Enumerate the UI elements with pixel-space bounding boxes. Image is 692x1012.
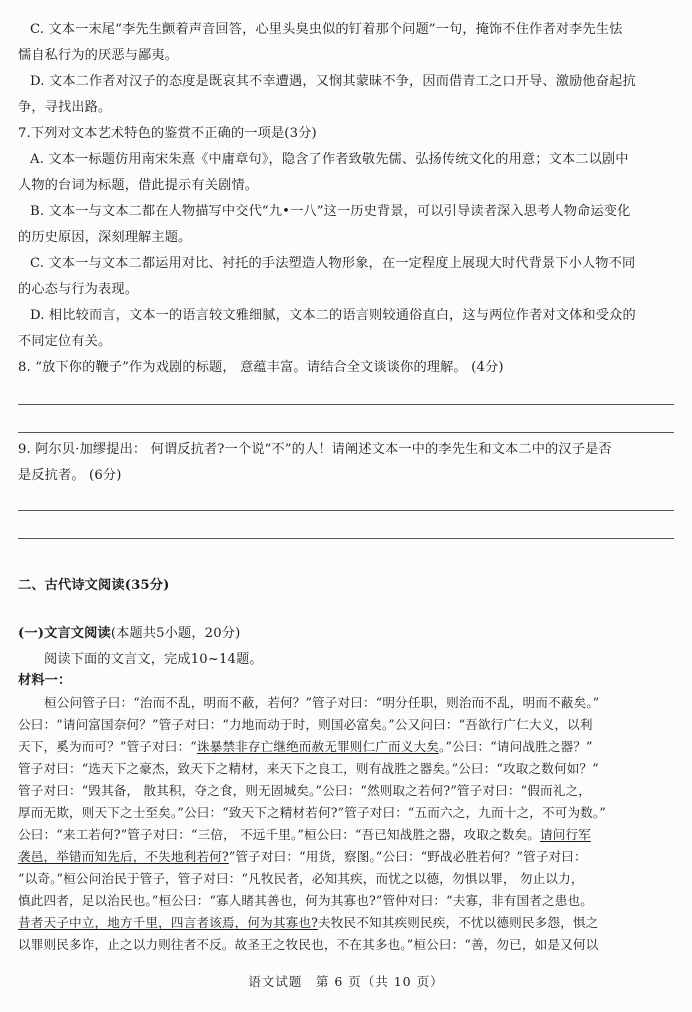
underlined-sentence: 请问行军 <box>539 827 591 842</box>
q9-answer-line-1 <box>18 510 674 511</box>
q7-option-c-line2: 的心态与行为表现。 <box>18 282 139 297</box>
passage-line <box>18 826 674 844</box>
q7-option-c-line1: C. 文本一与文本二都运用对比、衬托的手法塑造人物形象，在一定程度上展现大时代背景下小人物不同 <box>30 256 636 271</box>
passage-text: 。”公曰：“请问战胜之器？” <box>439 739 593 754</box>
passage-text: 管子对曰：“毁其备， 散其积，夺之食，则无固城矣。”公曰：“然则取之若何?”管子对曰：“假而礼之， <box>18 783 591 798</box>
passage-line <box>44 694 674 712</box>
passage-text: “以奇。”桓公问治民于管子，管子对曰：“凡牧民者，必知其疾，而忧之以德，勿惧以罪， 勿止以力， <box>18 871 584 886</box>
subsection-title <box>18 625 674 643</box>
passage-text: 公曰：“请问富国奈何？”管子对曰：“力地而动于时，则国必富矣。”公又问曰：“吾欲行广仁大义，以利 <box>18 717 593 732</box>
passage-text: 天下，奚为而可？”管子对曰：“ <box>18 739 197 754</box>
q8-answer-line-1 <box>18 404 674 405</box>
q6-option-d-line2: 争，寻找出路。 <box>18 100 112 115</box>
q7-option-d-line1: D. 相比较而言，文本一的语言较文雅细腻，文本二的语言则较通俗直白，这与两位作者对文体和受众的 <box>30 308 636 323</box>
passage-line <box>18 716 674 734</box>
q9-stem-line1: 9. 阿尔贝·加缪提出： 何谓反抗者?一个说“不”的人！请阐述文本一中的李先生和文本二中的汉子是否 <box>18 442 612 457</box>
passage-text: 厚而无欺，则天下之士至矣。”公曰：“致天下之精材若何?”管子对曰：“五而六之，九而十之，不可为数。” <box>18 805 606 820</box>
q8-answer-line-2 <box>18 432 674 433</box>
q7-option-d-line2: 不同定位有关。 <box>18 334 112 349</box>
passage-line <box>18 848 674 866</box>
passage-line <box>18 782 674 800</box>
reading-instruction: 阅读下面的文言文，完成10~14题。 <box>44 652 263 667</box>
q6-option-c-line2: 懦自私行为的厌恶与鄙夷。 <box>18 48 179 63</box>
q7-stem: 7.下列对文本艺术特色的鉴赏不正确的一项是(3分) <box>18 126 317 141</box>
subsection-note: (本题共5小题，20分) <box>110 626 241 641</box>
passage-text: 以罪则民多诈，止之以力则往者不反。故圣王之牧民也，不在其多也。”桓公曰：“善，勿已，如是又何以 <box>18 937 599 952</box>
material-label: 材料一： <box>18 673 72 688</box>
q7-option-a-line2: 人物的台词为标题，借此提示有关剧情。 <box>18 178 259 193</box>
passage-line <box>18 738 674 756</box>
underlined-sentence: 袭邑，举错而知先后，不失地利若何? <box>18 849 229 864</box>
passage-text: ”管子对曰：“用货，察图。”公曰：“野战必胜若何？”管子对曰： <box>228 849 587 864</box>
page-footer: 语文试题 第 6 页（共 10 页） <box>248 974 444 989</box>
q6-option-c-line1: C. 文本一末尾“李先生颤着声音回答，心里头臭虫似的钉着那个问题”一句，掩饰不住作者对李先生怯 <box>30 22 623 37</box>
subsection-heading: (一)文言文阅读 <box>18 626 111 641</box>
q7-option-a-line1: A. 文本一标题仿用南宋朱熹《中庸章句》，隐含了作者致敬先儒、弘扬传统文化的用意；文本二以剧中 <box>30 152 629 167</box>
passage-line <box>18 914 674 932</box>
passage-text: 桓公问管子曰：“治而不乱，明而不蔽，若何？”管子对曰：“明分任职，则治而不乱，明而不蔽矣。” <box>44 695 600 710</box>
passage-line <box>18 804 674 822</box>
q7-option-b-line2: 的历史原因，深刻理解主题。 <box>18 230 192 245</box>
passage-line <box>18 870 674 888</box>
passage-text: 公曰：“来工若何?”管子对曰：“三倍， 不远千里。”桓公曰：“吾已知战胜之器，攻取之数矣。 <box>18 827 540 842</box>
section-title: 二、古代诗文阅读(35分) <box>18 578 170 593</box>
passage-text: 夫牧民不知其疾则民疾，不忧以德则民多怨，惧之 <box>318 915 599 930</box>
underlined-sentence: 诛暴禁非存亡继绝而赦无罪则仁广而义大矣 <box>196 739 439 754</box>
passage-line <box>18 892 674 910</box>
passage-text: 管子对曰：“选天下之豪杰，致天下之精材，来天下之良工，则有战胜之器矣。”公曰：“攻取之数何如？” <box>18 761 599 776</box>
q7-option-b-line1: B. 文本一与文本二都在人物描写中交代“九•一八”这一历史背景，可以引导读者深入思考人物命运变化 <box>30 204 631 219</box>
q9-stem-line2: 是反抗者。 (6分) <box>18 468 122 483</box>
passage-line <box>18 936 674 954</box>
passage-text: 慎此四者，足以治民也。”桓公曰：“寡人睹其善也，何为其寡也?”管仲对曰：“夫寡，非有国者之患也。 <box>18 893 593 908</box>
q6-option-d-line1: D. 文本二作者对汉子的态度是既哀其不幸遭遇，又悯其蒙昧不争，因而借青工之口开导、激励他奋起抗 <box>30 74 636 89</box>
q8-stem: 8. “放下你的鞭子”作为戏剧的标题， 意蕴丰富。请结合全文谈谈你的理解。 (4分) <box>18 360 504 375</box>
q9-answer-line-2 <box>18 538 674 539</box>
passage-line <box>18 760 674 778</box>
underlined-sentence: 昔者天子中立，地方千里，四言者该焉，何为其寡也? <box>18 915 319 930</box>
